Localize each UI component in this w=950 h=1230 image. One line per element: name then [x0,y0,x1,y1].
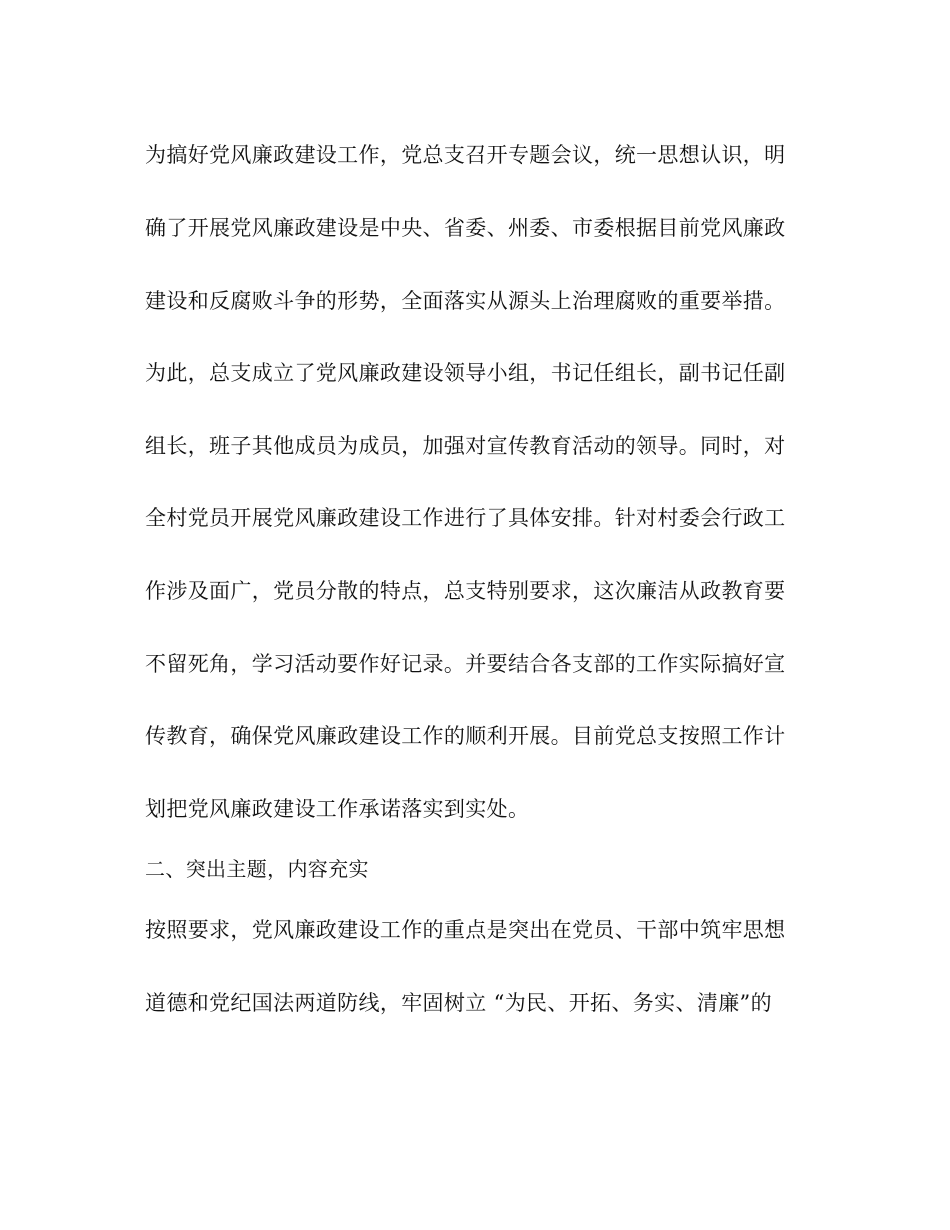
paragraph-1-line-7: 作涉及面广，党员分散的特点，总支特别要求，这次廉洁从政教育要 [145,579,786,603]
paragraph-1-line-3: 建设和反腐败斗争的形势，全面落实从源头上治理腐败的重要举措。 [145,289,786,313]
paragraph-2-line-1: 按照要求，党风廉政建设工作的重点是突出在党员、干部中筑牢思想 [145,918,786,942]
paragraph-1-line-4: 为此，总支成立了党风廉政建设领导小组，书记任组长，副书记任副 [145,361,786,385]
paragraph-1-line-10: 划把党风廉政建设工作承诺落实到实处。 [145,797,530,821]
paragraph-1-line-8: 不留死角，学习活动要作好记录。并要结合各支部的工作实际搞好宣 [145,652,786,676]
paragraph-1-line-9: 传教育，确保党风廉政建设工作的顺利开展。目前党总支按照工作计 [145,724,786,748]
paragraph-1-line-5: 组长，班子其他成员为成员，加强对宣传教育活动的领导。同时，对 [145,434,786,458]
paragraph-1-line-2: 确了开展党风廉政建设是中央、省委、州委、市委根据目前党风廉政 [145,216,786,240]
section-heading: 二、突出主题，内容充实 [145,857,369,881]
paragraph-2-line-2: 道德和党纪国法两道防线，牢固树立 “为民、开拓、务实、清廉”的 [145,991,772,1015]
paragraph-1-line-6: 全村党员开展党风廉政建设工作进行了具体安排。针对村委会行政工 [145,506,786,530]
paragraph-1-line-1: 为搞好党风廉政建设工作，党总支召开专题会议，统一思想认识，明 [145,143,786,167]
